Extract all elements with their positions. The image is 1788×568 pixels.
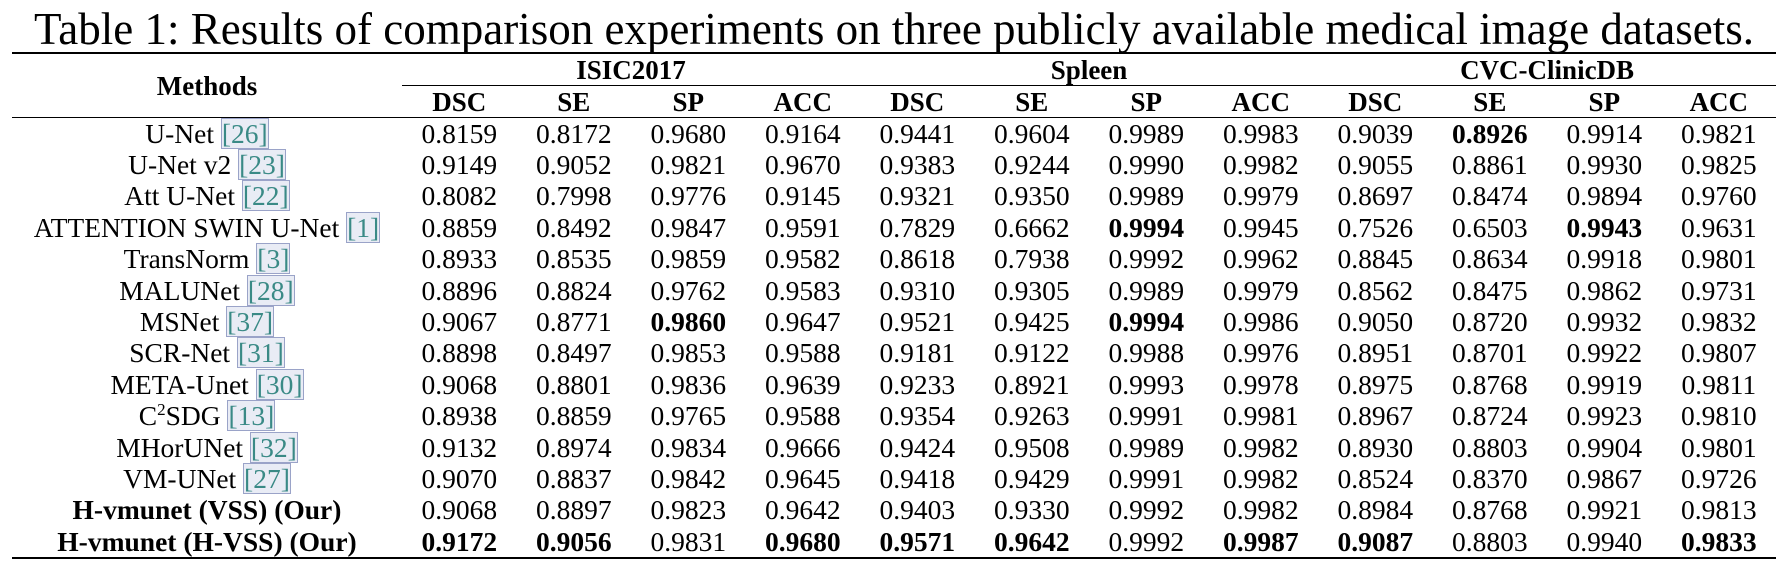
metric-value-cell: 0.8701 — [1452, 337, 1528, 369]
metric-value-cell: 0.8896 — [421, 274, 498, 306]
metric-value-cell: 0.9992 — [1108, 243, 1185, 275]
metric-value-cell: 0.9582 — [764, 243, 841, 275]
metric-value-cell: 0.9921 — [1566, 494, 1643, 526]
table-row — [12, 149, 1776, 180]
metric-value-cell: 0.9825 — [1681, 149, 1757, 181]
metric-value-cell: 0.9811 — [1681, 368, 1757, 400]
metric-value-cell: 0.9821 — [1681, 117, 1757, 149]
table-row — [12, 338, 1776, 369]
metric-value-cell: 0.9853 — [650, 337, 727, 369]
metric-value-cell: 0.9990 — [1108, 149, 1185, 181]
metric-value-cell: 0.7998 — [535, 180, 612, 212]
metric-value-cell: 0.8824 — [535, 274, 612, 306]
metric-value-cell: 0.9181 — [879, 337, 956, 369]
citation-link[interactable]: [32] — [250, 431, 297, 463]
method-name: ATTENTION SWIN U-Net — [33, 211, 340, 243]
metric-value-cell: 0.9989 — [1108, 117, 1185, 149]
metric-value-cell: 0.9932 — [1566, 306, 1643, 338]
metric-value-cell: 0.8768 — [1452, 368, 1528, 400]
metric-value-cell: 0.8724 — [1452, 400, 1528, 432]
metric-value-cell: 0.8861 — [1452, 149, 1528, 181]
metric-value-cell: 0.9894 — [1566, 180, 1643, 212]
metric-value-cell: 0.9731 — [1681, 274, 1757, 306]
metric-header: ACC — [1689, 86, 1749, 117]
metric-value-cell: 0.9847 — [650, 211, 727, 243]
metric-value-cell: 0.9588 — [764, 400, 841, 432]
metric-value-cell: 0.8474 — [1452, 180, 1528, 212]
metric-value-cell: 0.8697 — [1337, 180, 1414, 212]
metric-value-cell: 0.9631 — [1681, 211, 1757, 243]
metric-value-cell: 0.7829 — [879, 211, 956, 243]
metric-header: SP — [1588, 86, 1621, 117]
metric-value-cell: 0.8984 — [1337, 494, 1414, 526]
methods-header: Methods — [12, 53, 402, 118]
metric-value-cell: 0.9842 — [650, 462, 727, 494]
metric-value-cell: 0.9521 — [879, 306, 956, 338]
metric-value-cell: 0.9918 — [1566, 243, 1643, 275]
metric-value-cell: 0.9989 — [1108, 180, 1185, 212]
metric-value-cell: 0.9233 — [879, 368, 956, 400]
metric-value-cell: 0.9989 — [1108, 274, 1185, 306]
metric-value-cell: 0.8837 — [535, 462, 612, 494]
metric-header: DSC — [1348, 86, 1403, 117]
metric-value-cell: 0.8370 — [1452, 462, 1528, 494]
method-name-cell — [12, 275, 402, 306]
table-row — [12, 212, 1776, 243]
metric-value-cell: 0.9263 — [993, 400, 1070, 432]
metric-value-cell: 0.9588 — [764, 337, 841, 369]
metric-value-cell: 0.8897 — [535, 494, 612, 526]
citation-link[interactable]: [30] — [256, 368, 303, 400]
method-name-cell — [12, 338, 402, 369]
method-name-cell — [12, 306, 402, 337]
metric-value-cell: 0.8933 — [421, 243, 498, 275]
metric-value-cell: 0.9403 — [879, 494, 956, 526]
metric-header: DSC — [432, 86, 487, 117]
metric-value-cell: 0.9992 — [1108, 525, 1185, 557]
metric-value-cell: 0.9145 — [764, 180, 841, 212]
method-name: META-Unet — [110, 368, 249, 400]
metric-value-cell: 0.9647 — [764, 306, 841, 338]
metric-value-cell: 0.9940 — [1566, 525, 1643, 557]
metric-value-cell: 0.9424 — [879, 431, 956, 463]
method-name-cell — [12, 495, 402, 526]
metric-value-cell: 0.9982 — [1222, 462, 1299, 494]
method-name-cell — [12, 526, 402, 558]
metric-value-cell: 0.9571 — [879, 525, 956, 557]
method-name-cell — [12, 149, 402, 180]
metric-value-cell: 0.9050 — [1337, 306, 1414, 338]
method-name-cell — [12, 401, 402, 432]
metric-value-cell: 0.9904 — [1566, 431, 1643, 463]
metric-value-cell: 0.9418 — [879, 462, 956, 494]
table-row — [12, 275, 1776, 306]
metric-value-cell: 0.9760 — [1681, 180, 1757, 212]
metric-value-cell: 0.9813 — [1681, 494, 1757, 526]
metric-value-cell: 0.8921 — [993, 368, 1070, 400]
metric-value-cell: 0.9979 — [1222, 274, 1299, 306]
metric-value-cell: 0.9914 — [1566, 117, 1643, 149]
metric-value-cell: 0.9762 — [650, 274, 727, 306]
method-name: MALUNet — [119, 274, 240, 306]
metric-value-cell: 0.9122 — [993, 337, 1070, 369]
method-name: SDG — [165, 400, 221, 432]
metric-value-cell: 0.9978 — [1222, 368, 1299, 400]
metric-value-cell: 0.9604 — [993, 117, 1070, 149]
citation-link[interactable]: [31] — [237, 337, 284, 369]
metric-value-cell: 0.8497 — [535, 337, 612, 369]
metric-value-cell: 0.9823 — [650, 494, 727, 526]
metric-value-cell: 0.9989 — [1108, 431, 1185, 463]
metric-value-cell: 0.8859 — [421, 211, 498, 243]
metric-value-cell: 0.9987 — [1222, 525, 1299, 557]
metric-value-cell: 0.8475 — [1452, 274, 1528, 306]
metric-value-cell: 0.9639 — [764, 368, 841, 400]
metric-value-cell: 0.9055 — [1337, 149, 1414, 181]
metric-value-cell: 0.9068 — [421, 494, 498, 526]
metric-value-cell: 0.9962 — [1222, 243, 1299, 275]
metric-value-cell: 0.9765 — [650, 400, 727, 432]
metric-value-cell: 0.9172 — [421, 525, 498, 557]
metric-value-cell: 0.8801 — [535, 368, 612, 400]
metric-value-cell: 0.9801 — [1681, 243, 1757, 275]
metric-value-cell: 0.9354 — [879, 400, 956, 432]
metric-value-cell: 0.8562 — [1337, 274, 1414, 306]
metric-value-cell: 0.9919 — [1566, 368, 1643, 400]
metric-value-cell: 0.8771 — [535, 306, 612, 338]
metric-value-cell: 0.9305 — [993, 274, 1070, 306]
method-name-prefix: C — [138, 400, 158, 432]
citation-link[interactable]: [1] — [347, 211, 380, 243]
citation-link[interactable]: [13] — [228, 400, 275, 432]
metric-value-cell: 0.9149 — [421, 149, 498, 181]
metric-value-cell: 0.8938 — [421, 400, 498, 432]
group-header-spleen: Spleen — [860, 53, 1318, 86]
metric-value-cell: 0.9981 — [1222, 400, 1299, 432]
table-row — [12, 463, 1776, 494]
metric-value-cell: 0.9052 — [535, 149, 612, 181]
metric-value-cell: 0.9923 — [1566, 400, 1643, 432]
metric-value-cell: 0.9930 — [1566, 149, 1643, 181]
citation-link[interactable]: [3] — [257, 243, 290, 275]
metric-value-cell: 0.9982 — [1222, 149, 1299, 181]
metric-value-cell: 0.9132 — [421, 431, 498, 463]
metric-value-cell: 0.9831 — [650, 525, 727, 557]
table-row — [12, 181, 1776, 212]
metric-value-cell: 0.8535 — [535, 243, 612, 275]
metric-header: SP — [672, 86, 704, 117]
metric-value-cell: 0.9836 — [650, 368, 727, 400]
metric-value-cell: 0.8975 — [1337, 368, 1414, 400]
metric-header: DSC — [890, 86, 945, 117]
metric-value-cell: 0.8634 — [1452, 243, 1528, 275]
metric-header: SE — [557, 86, 591, 117]
metric-value-cell: 0.9591 — [764, 211, 841, 243]
metric-value-cell: 0.9067 — [421, 306, 498, 338]
method-name: Att U-Net — [124, 180, 236, 212]
method-name: MHorUNet — [116, 431, 244, 463]
metric-value-cell: 0.8720 — [1452, 306, 1528, 338]
metric-value-cell: 0.9056 — [535, 525, 612, 557]
metric-value-cell: 0.6503 — [1452, 211, 1528, 243]
metric-value-cell: 0.9726 — [1681, 462, 1757, 494]
metric-value-cell: 0.9988 — [1108, 337, 1185, 369]
metric-value-cell: 0.8803 — [1452, 431, 1528, 463]
metric-value-cell: 0.9508 — [993, 431, 1070, 463]
metric-value-cell: 0.8492 — [535, 211, 612, 243]
method-name: U-Net v2 — [128, 149, 232, 181]
table-row — [12, 306, 1776, 337]
citation-link[interactable]: [23] — [239, 149, 285, 181]
method-name-cell — [12, 432, 402, 463]
group-header-isic2017: ISIC2017 — [402, 53, 860, 86]
metric-value-cell: 0.8618 — [879, 243, 956, 275]
method-name-cell — [12, 212, 402, 243]
metric-value-cell: 0.9833 — [1681, 525, 1757, 557]
metric-value-cell: 0.9867 — [1566, 462, 1643, 494]
metric-value-cell: 0.8974 — [535, 431, 612, 463]
metric-value-cell: 0.9982 — [1222, 431, 1299, 463]
table-caption: Table 1: Results of comparison experiments on three publicly available medical image datasets. — [33, 4, 1755, 54]
metric-value-cell: 0.9991 — [1108, 462, 1185, 494]
method-name: H-vmunet (H-VSS) (Our) — [57, 525, 357, 557]
table-row — [12, 432, 1776, 463]
method-name-cell — [12, 463, 402, 494]
metric-value-cell: 0.8803 — [1452, 525, 1528, 557]
metric-value-cell: 0.7526 — [1337, 211, 1414, 243]
metric-header: ACC — [1231, 86, 1291, 117]
metric-header: SE — [1015, 86, 1049, 117]
metric-value-cell: 0.9244 — [993, 149, 1070, 181]
method-name: H-vmunet (VSS) (Our) — [72, 494, 342, 526]
metric-value-cell: 0.9994 — [1108, 306, 1185, 338]
metric-value-cell: 0.9859 — [650, 243, 727, 275]
metric-value-cell: 0.9776 — [650, 180, 727, 212]
table-row — [12, 495, 1776, 526]
metric-value-cell: 0.9429 — [993, 462, 1070, 494]
metric-value-cell: 0.9350 — [993, 180, 1070, 212]
method-name-cell — [12, 244, 402, 275]
metric-value-cell: 0.9821 — [650, 149, 727, 181]
metric-value-cell: 0.9642 — [993, 525, 1070, 557]
metric-value-cell: 0.9922 — [1566, 337, 1643, 369]
metric-value-cell: 0.9993 — [1108, 368, 1185, 400]
metric-value-cell: 0.9441 — [879, 117, 956, 149]
method-name: VM-UNet — [123, 462, 237, 494]
metric-value-cell: 0.9982 — [1222, 494, 1299, 526]
metric-value-cell: 0.8082 — [421, 180, 498, 212]
metric-value-cell: 0.8159 — [421, 117, 498, 149]
metric-value-cell: 0.8898 — [421, 337, 498, 369]
method-name-cell — [12, 118, 402, 150]
metric-value-cell: 0.9425 — [993, 306, 1070, 338]
method-name-cell — [12, 369, 402, 400]
metric-header: SP — [1130, 86, 1163, 117]
metric-value-cell: 0.9991 — [1108, 400, 1185, 432]
metric-value-cell: 0.8967 — [1337, 400, 1414, 432]
metric-header: SE — [1473, 86, 1507, 117]
metric-value-cell: 0.6662 — [993, 211, 1070, 243]
metric-value-cell: 0.9068 — [421, 368, 498, 400]
metric-value-cell: 0.9164 — [764, 117, 841, 149]
table-row — [12, 118, 1776, 150]
metric-value-cell: 0.9680 — [764, 525, 841, 557]
metric-value-cell: 0.8930 — [1337, 431, 1414, 463]
table-row — [12, 244, 1776, 275]
citation-link[interactable]: [26] — [221, 117, 268, 149]
table-row — [12, 526, 1776, 558]
metric-value-cell: 0.9801 — [1681, 431, 1757, 463]
metric-value-cell: 0.7938 — [993, 243, 1070, 275]
method-name: TransNorm — [123, 243, 250, 275]
metric-value-cell: 0.9862 — [1566, 274, 1643, 306]
metric-value-cell: 0.9310 — [879, 274, 956, 306]
metric-value-cell: 0.9943 — [1566, 211, 1643, 243]
citation-link[interactable]: [27] — [244, 462, 290, 494]
metric-value-cell: 0.9330 — [993, 494, 1070, 526]
metric-value-cell: 0.9087 — [1337, 525, 1414, 557]
metric-value-cell: 0.9070 — [421, 462, 498, 494]
metric-value-cell: 0.9680 — [650, 117, 727, 149]
results-table — [12, 52, 1776, 559]
method-name: SCR-Net — [129, 337, 231, 369]
method-name: MSNet — [139, 306, 220, 338]
metric-value-cell: 0.9976 — [1222, 337, 1299, 369]
metric-value-cell: 0.9039 — [1337, 117, 1414, 149]
metric-value-cell: 0.8172 — [535, 117, 612, 149]
method-name: U-Net — [145, 117, 215, 149]
table-row — [12, 369, 1776, 400]
metric-value-cell: 0.9666 — [764, 431, 841, 463]
metric-value-cell: 0.8951 — [1337, 337, 1414, 369]
metric-value-cell: 0.9810 — [1681, 400, 1757, 432]
metric-value-cell: 0.9860 — [650, 306, 727, 338]
metric-value-cell: 0.9979 — [1222, 180, 1299, 212]
citation-link[interactable]: [37] — [227, 306, 274, 338]
metric-value-cell: 0.8859 — [535, 400, 612, 432]
metric-value-cell: 0.9994 — [1108, 211, 1185, 243]
metric-value-cell: 0.8926 — [1452, 117, 1528, 149]
metric-value-cell: 0.9670 — [764, 149, 841, 181]
metric-value-cell: 0.9583 — [764, 274, 841, 306]
metric-value-cell: 0.9321 — [879, 180, 956, 212]
metric-value-cell: 0.9645 — [764, 462, 841, 494]
metric-header: ACC — [773, 86, 833, 117]
metric-value-cell: 0.9807 — [1681, 337, 1757, 369]
metric-value-cell: 0.9992 — [1108, 494, 1185, 526]
metric-value-cell: 0.9983 — [1222, 117, 1299, 149]
metric-value-cell: 0.8524 — [1337, 462, 1414, 494]
method-name-superscript: 2 — [157, 400, 166, 420]
table-row — [12, 401, 1776, 432]
metric-value-cell: 0.9945 — [1222, 211, 1299, 243]
citation-link[interactable]: [22] — [242, 180, 289, 212]
citation-link[interactable]: [28] — [247, 274, 294, 306]
group-header-cvc-clinicdb: CVC-ClinicDB — [1318, 53, 1776, 86]
metric-value-cell: 0.8845 — [1337, 243, 1414, 275]
metric-value-cell: 0.9834 — [650, 431, 727, 463]
metric-value-cell: 0.9383 — [879, 149, 956, 181]
metric-value-cell: 0.9832 — [1681, 306, 1757, 338]
method-name-cell — [12, 181, 402, 212]
metric-value-cell: 0.8768 — [1452, 494, 1528, 526]
metric-value-cell: 0.9642 — [764, 494, 841, 526]
metric-value-cell: 0.9986 — [1222, 306, 1299, 338]
table-body — [12, 118, 1776, 559]
